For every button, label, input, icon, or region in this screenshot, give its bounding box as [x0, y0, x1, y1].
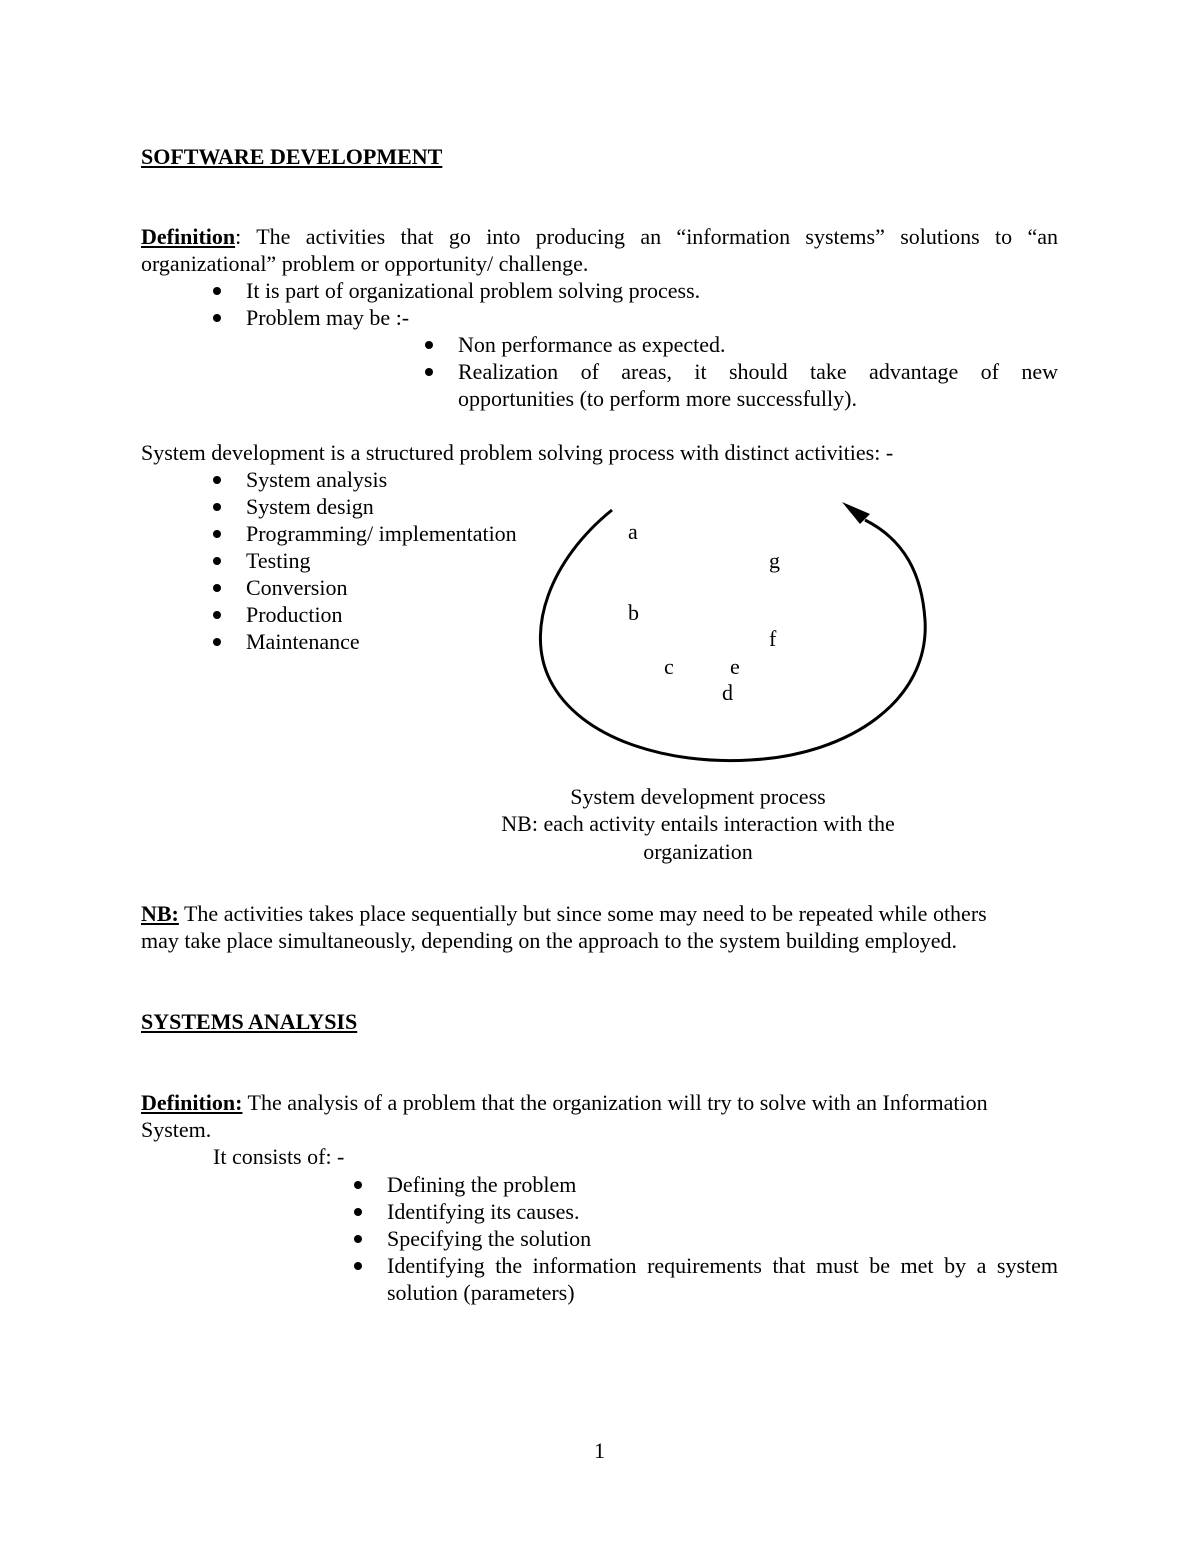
bullet-icon	[354, 1262, 362, 1270]
diagram-letter-a: a	[628, 519, 638, 544]
diagram-letter-c: c	[664, 654, 674, 679]
section-heading-software-development: SOFTWARE DEVELOPMENT	[141, 144, 443, 169]
list-item-text: Realization of areas, it should take advantage of new	[458, 359, 1058, 384]
bullet-icon	[213, 557, 221, 565]
list-item-text: Production	[246, 602, 343, 627]
list-item-text: Maintenance	[246, 629, 360, 654]
bullet-icon	[425, 368, 433, 376]
list-item-text: System analysis	[246, 467, 388, 492]
process-cycle-diagram	[520, 480, 940, 780]
diagram-letter-e: e	[730, 654, 740, 679]
list-item-text: Problem may be :-	[246, 305, 410, 330]
bullet-icon	[425, 341, 433, 349]
list-item-text: Conversion	[246, 575, 348, 600]
bullet-icon	[213, 314, 221, 322]
bullet-icon	[213, 287, 221, 295]
diagram-caption-note: NB: each activity entails interaction with the	[501, 811, 895, 836]
definition-text: : The activities that go into producing an “information systems” solutions to “an	[235, 224, 1058, 249]
cycle-arc	[540, 510, 925, 761]
list-item-text: It is part of organizational problem solving process.	[246, 278, 701, 303]
diagram-letter-d: d	[722, 680, 733, 705]
bullet-icon	[213, 611, 221, 619]
list-item-text: Defining the problem	[387, 1172, 577, 1197]
diagram-letter-f: f	[769, 626, 777, 651]
nb-paragraph-line1	[141, 900, 987, 927]
diagram-caption-note-continued: organization	[643, 839, 753, 864]
list-item-text: Identifying the information requirements that must be met by a system	[387, 1253, 1058, 1278]
list-item-text: Testing	[246, 548, 311, 573]
analysis-definition-line1	[141, 1089, 988, 1116]
analysis-definition-label: Definition:	[141, 1090, 243, 1115]
bullet-icon	[354, 1181, 362, 1189]
bullet-icon	[213, 476, 221, 484]
bullet-icon	[354, 1208, 362, 1216]
diagram-caption: System development process	[570, 784, 826, 809]
bullet-icon	[213, 503, 221, 511]
nb-text: The activities takes place sequentially but since some may need to be repeated while others	[178, 901, 987, 926]
list-item-text-continued: opportunities (to perform more successfully).	[458, 386, 857, 411]
diagram-letter-g: g	[769, 548, 780, 573]
nb-paragraph-line2: may take place simultaneously, depending on the approach to the system building employed.	[141, 928, 958, 953]
diagram-letter-b: b	[628, 600, 639, 625]
bullet-icon	[354, 1235, 362, 1243]
list-item-text: Identifying its causes.	[387, 1199, 580, 1224]
list-item-text: Programming/ implementation	[246, 521, 517, 546]
process-intro: System development is a structured problem solving process with distinct activities: -	[141, 440, 894, 465]
list-item-text-continued: solution (parameters)	[387, 1280, 575, 1305]
analysis-definition-line2: System.	[141, 1117, 212, 1142]
bullet-icon	[213, 638, 221, 646]
list-item-text: Non performance as expected.	[458, 332, 726, 357]
list-item-text: Specifying the solution	[387, 1226, 592, 1251]
bullet-icon	[213, 584, 221, 592]
page-number: 1	[594, 1438, 605, 1463]
consists-of-label: It consists of: -	[213, 1144, 345, 1169]
list-item-text: System design	[246, 494, 374, 519]
section-heading-systems-analysis: SYSTEMS ANALYSIS	[141, 1009, 358, 1034]
definition-paragraph-line2: organizational” problem or opportunity/ challenge.	[141, 251, 589, 276]
definition-label: Definition	[141, 224, 236, 249]
analysis-definition-text: The analysis of a problem that the organization will try to solve with an Information	[242, 1090, 988, 1115]
definition-paragraph-line1	[141, 223, 1058, 250]
bullet-icon	[213, 530, 221, 538]
nb-label: NB:	[141, 901, 179, 926]
